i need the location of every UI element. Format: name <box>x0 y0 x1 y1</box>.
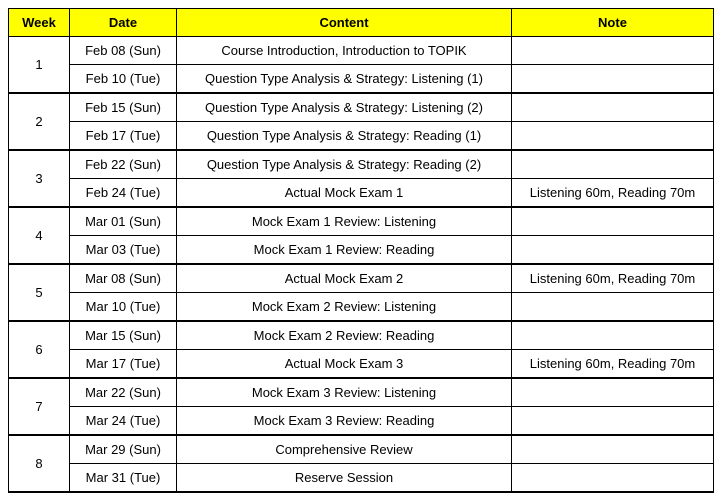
content-cell: Mock Exam 2 Review: Reading <box>177 321 512 350</box>
table-row <box>9 122 714 151</box>
table-row <box>9 37 714 65</box>
week-number-cell: 1 <box>9 37 70 94</box>
header-row <box>9 9 714 37</box>
table-row <box>9 464 714 493</box>
date-cell: Feb 10 (Tue) <box>70 65 177 94</box>
table-row <box>9 264 714 293</box>
note-cell <box>512 464 714 493</box>
header-note: Note <box>512 9 714 37</box>
table-row <box>9 293 714 322</box>
table-row <box>9 350 714 379</box>
content-cell: Mock Exam 3 Review: Reading <box>177 407 512 436</box>
date-cell: Mar 08 (Sun) <box>70 264 177 293</box>
date-cell: Feb 22 (Sun) <box>70 150 177 179</box>
week-number-cell: 4 <box>9 207 70 264</box>
schedule-table <box>8 8 714 493</box>
table-row <box>9 207 714 236</box>
table-row <box>9 321 714 350</box>
note-cell <box>512 293 714 322</box>
note-cell: Listening 60m, Reading 70m <box>512 179 714 208</box>
date-cell: Feb 15 (Sun) <box>70 93 177 122</box>
content-cell: Question Type Analysis & Strategy: Listening (2) <box>177 93 512 122</box>
table-row <box>9 65 714 94</box>
note-cell <box>512 321 714 350</box>
content-cell: Question Type Analysis & Strategy: Reading (1) <box>177 122 512 151</box>
table-row <box>9 378 714 407</box>
content-cell: Mock Exam 3 Review: Listening <box>177 378 512 407</box>
date-cell: Mar 31 (Tue) <box>70 464 177 493</box>
table-row <box>9 179 714 208</box>
date-cell: Mar 17 (Tue) <box>70 350 177 379</box>
content-cell: Actual Mock Exam 1 <box>177 179 512 208</box>
note-cell: Listening 60m, Reading 70m <box>512 264 714 293</box>
table-row <box>9 93 714 122</box>
content-cell: Mock Exam 1 Review: Listening <box>177 207 512 236</box>
note-cell <box>512 37 714 65</box>
week-number-cell: 2 <box>9 93 70 150</box>
date-cell: Mar 29 (Sun) <box>70 435 177 464</box>
note-cell <box>512 378 714 407</box>
note-cell: Listening 60m, Reading 70m <box>512 350 714 379</box>
date-cell: Mar 01 (Sun) <box>70 207 177 236</box>
schedule-header <box>9 9 714 37</box>
content-cell: Mock Exam 2 Review: Listening <box>177 293 512 322</box>
schedule-body <box>9 37 714 493</box>
week-number-cell: 8 <box>9 435 70 492</box>
table-row <box>9 236 714 265</box>
content-cell: Actual Mock Exam 2 <box>177 264 512 293</box>
table-row <box>9 150 714 179</box>
note-cell <box>512 150 714 179</box>
header-date: Date <box>70 9 177 37</box>
note-cell <box>512 122 714 151</box>
note-cell <box>512 407 714 436</box>
table-row <box>9 407 714 436</box>
header-content: Content <box>177 9 512 37</box>
content-cell: Mock Exam 1 Review: Reading <box>177 236 512 265</box>
week-number-cell: 3 <box>9 150 70 207</box>
note-cell <box>512 65 714 94</box>
date-cell: Mar 15 (Sun) <box>70 321 177 350</box>
date-cell: Mar 10 (Tue) <box>70 293 177 322</box>
date-cell: Mar 22 (Sun) <box>70 378 177 407</box>
note-cell <box>512 236 714 265</box>
content-cell: Actual Mock Exam 3 <box>177 350 512 379</box>
table-row <box>9 435 714 464</box>
content-cell: Question Type Analysis & Strategy: Listening (1) <box>177 65 512 94</box>
week-number-cell: 6 <box>9 321 70 378</box>
content-cell: Question Type Analysis & Strategy: Reading (2) <box>177 150 512 179</box>
date-cell: Mar 03 (Tue) <box>70 236 177 265</box>
date-cell: Feb 24 (Tue) <box>70 179 177 208</box>
date-cell: Mar 24 (Tue) <box>70 407 177 436</box>
date-cell: Feb 08 (Sun) <box>70 37 177 65</box>
content-cell: Reserve Session <box>177 464 512 493</box>
week-number-cell: 7 <box>9 378 70 435</box>
content-cell: Course Introduction, Introduction to TOPIK <box>177 37 512 65</box>
note-cell <box>512 93 714 122</box>
week-number-cell: 5 <box>9 264 70 321</box>
date-cell: Feb 17 (Tue) <box>70 122 177 151</box>
content-cell: Comprehensive Review <box>177 435 512 464</box>
note-cell <box>512 435 714 464</box>
note-cell <box>512 207 714 236</box>
header-week: Week <box>9 9 70 37</box>
